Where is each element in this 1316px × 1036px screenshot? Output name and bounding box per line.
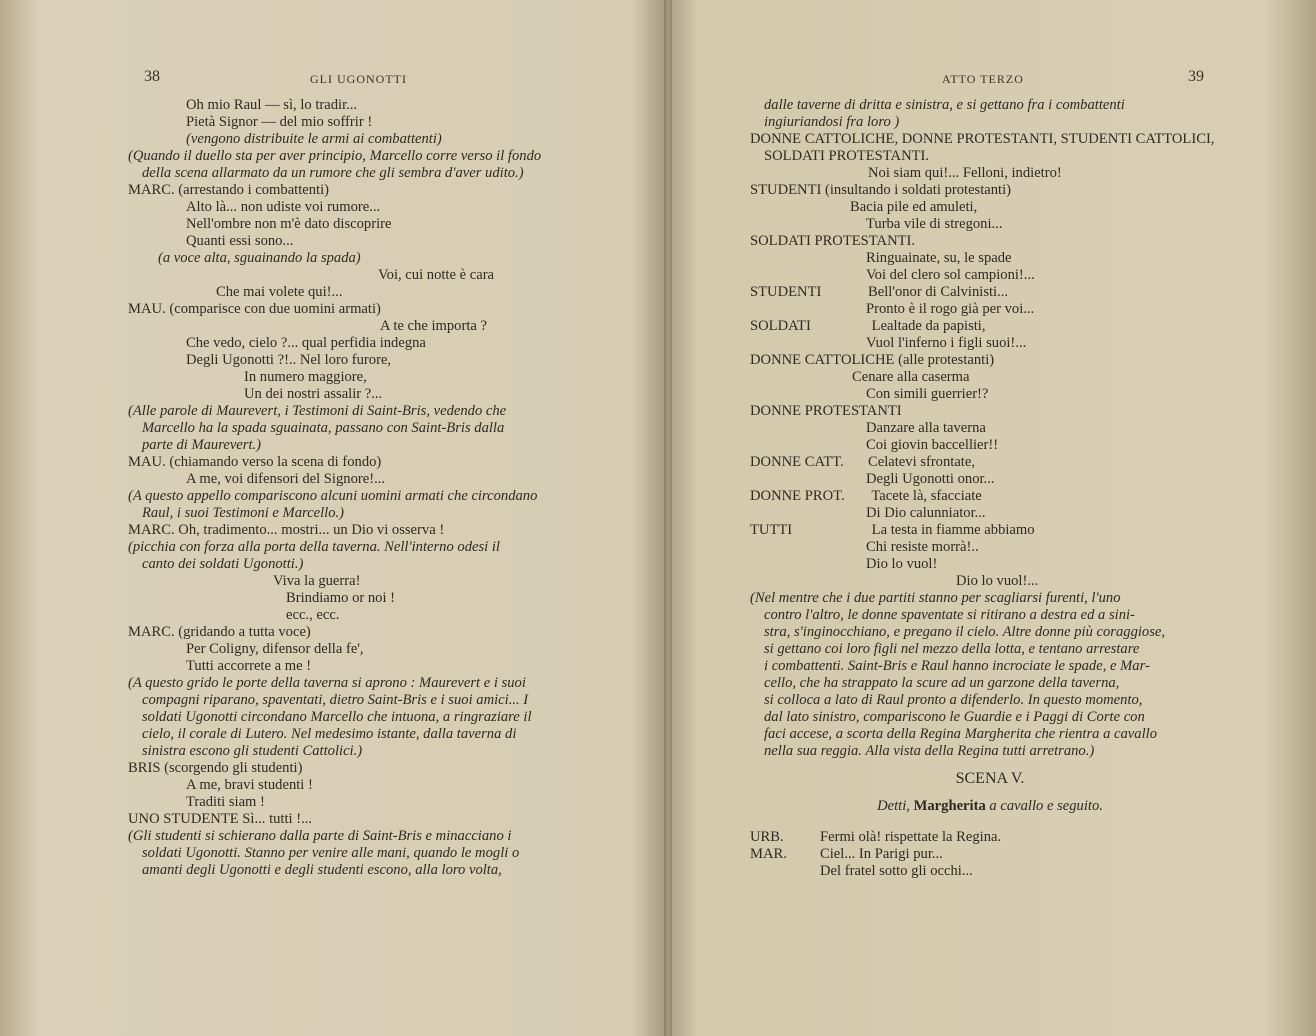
right-page [668, 0, 1316, 1036]
text-line: soldati Ugonotti. Stanno per venire alle mani, quando le mogli o [142, 845, 520, 861]
scene-subtitle-name: Margherita [913, 798, 986, 814]
text-line: nella sua reggia. Alla vista della Regina tutti arretrano.) [764, 743, 1095, 759]
text-line: Nell'ombre non m'è dato discoprire [186, 216, 392, 232]
text-line: Noi siam qui!... Felloni, indietro! [868, 165, 1062, 181]
speaker-label: STUDENTI [750, 284, 822, 300]
text-line: Danzare alla taverna [866, 420, 986, 436]
text-line: Turba vile di stregoni... [866, 216, 1003, 232]
text-line: Tutti accorrete a me ! [186, 658, 312, 674]
text-line: Dio lo vuol! [866, 556, 938, 572]
text-line: Per Coligny, difensor della fe', [186, 641, 364, 657]
speaker-label: URB. [750, 829, 784, 845]
text-line: DONNE CATTOLICHE (alle protestanti) [750, 352, 995, 368]
text-line: cielo, il corale di Lutero. Nel medesimo istante, dalla taverna di [142, 726, 517, 742]
text-line: (vengono distribuite le armi ai combattenti) [186, 131, 442, 147]
text-line: Degli Ugonotti onor... [866, 471, 995, 487]
text-line: amanti degli Ugonotti e degli studenti escono, alla loro volta, [142, 862, 502, 878]
text-line: Quanti essi sono... [186, 233, 294, 249]
text-line: Oh mio Raul — sì, lo tradir... [186, 97, 358, 113]
text-line: stra, s'inginocchiano, e pregano il cielo. Altre donne più coraggiose, [764, 624, 1166, 640]
page-number-right: 39 [1188, 68, 1204, 85]
text-line: Un dei nostri assalir ?... [244, 386, 383, 402]
text-line: Pronto è il rogo già per voi... [866, 301, 1035, 317]
text-line: Chi resiste morrà!.. [866, 539, 979, 555]
text-line: contro l'altro, le donne spaventate si ritirano a destra ed a sini- [764, 607, 1135, 623]
dialogue-line [750, 863, 1230, 880]
text-line: Con simili guerrier!? [866, 386, 989, 402]
text-line [750, 318, 1230, 335]
text-line: Di Dio calunniator... [866, 505, 986, 521]
text-line: Voi, cui notte è cara [378, 267, 495, 283]
line-text: Tacete là, sfacciate [868, 488, 982, 504]
text-line [750, 488, 1230, 505]
speaker-label: DONNE CATT. [750, 454, 844, 470]
text-line: dal lato sinistro, compariscono le Guardie e i Paggi di Corte con [764, 709, 1145, 725]
scene-title: SCENA V. [955, 770, 1025, 787]
text-line: Alto là... non udiste voi rumore... [186, 199, 381, 215]
line-text: Bell'onor di Calvinisti... [868, 284, 1009, 300]
text-line: (Alle parole di Maurevert, i Testimoni di Saint-Bris, vedendo che [128, 403, 507, 419]
speaker-label: TUTTI [750, 522, 793, 538]
line-text: La testa in fiamme abbiamo [868, 522, 1035, 538]
text-line: MARC. Oh, tradimento... mostri... un Dio vi osserva ! [128, 522, 445, 538]
text-line: sinistra escono gli studenti Cattolici.) [142, 743, 363, 759]
text-line: ingiuriandosi fra loro ) [764, 114, 900, 130]
text-line: SOLDATI PROTESTANTI. [750, 233, 916, 249]
text-line: In numero maggiore, [244, 369, 367, 385]
scene-subtitle-pre: Detti, [877, 798, 910, 814]
text-line: (picchia con forza alla porta della taverna. Nell'interno odesi il [128, 539, 500, 555]
text-line: MAU. (comparisce con due uomini armati) [128, 301, 381, 317]
line-text: Fermi olà! rispettate la Regina. [820, 829, 1002, 845]
text-line [750, 522, 1230, 539]
speaker-label: SOLDATI [750, 318, 811, 334]
text-line: Voi del clero sol campioni!... [866, 267, 1035, 283]
text-line: si gettano coi loro figli nel mezzo della lotta, e tentano arrestare [764, 641, 1140, 657]
line-text: Celatevi sfrontate, [868, 454, 975, 470]
text-line: MARC. (arrestando i combattenti) [128, 182, 330, 198]
text-line: della scena allarmato da un rumore che gli sembra d'aver udito.) [142, 165, 524, 181]
text-line: Degli Ugonotti ?!.. Nel loro furore, [186, 352, 392, 368]
text-line: soldati Ugonotti circondano Marcello che intuona, a ringraziare il [142, 709, 532, 725]
final-dialogue [750, 829, 1230, 880]
running-title-right: ATTO TERZO [942, 72, 1024, 86]
text-line: A te che importa ? [380, 318, 487, 334]
scene-subtitle-post: a cavallo e seguito. [989, 798, 1103, 814]
text-line: Pietà Signor — del mio soffrir ! [186, 114, 373, 130]
text-line: ecc., ecc. [286, 607, 340, 623]
text-line [750, 454, 1230, 471]
text-line: si colloca a lato di Raul pronto a difenderlo. In questo momento, [764, 692, 1143, 708]
text-line: A me, bravi studenti ! [186, 777, 313, 793]
dialogue-line [750, 846, 1230, 863]
text-line: Che mai volete qui!... [216, 284, 343, 300]
line-text: Lealtade da papisti, [868, 318, 986, 334]
running-title-left: GLI UGONOTTI [310, 72, 407, 86]
text-line: DONNE CATTOLICHE, DONNE PROTESTANTI, STUDENTI CATTOLICI, [750, 131, 1215, 147]
text-line: Dio lo vuol!... [956, 573, 1039, 589]
text-line: Traditi siam ! [186, 794, 265, 810]
text-line: Vuol l'inferno i figli suoi!... [866, 335, 1027, 351]
text-line: (Nel mentre che i due partiti stanno per scagliarsi furenti, l'uno [750, 590, 1121, 606]
scene-subtitle [750, 798, 1230, 815]
text-line: Ringuainate, su, le spade [866, 250, 1012, 266]
speaker-label: DONNE PROT. [750, 488, 845, 504]
text-line: Raul, i suoi Testimoni e Marcello.) [142, 505, 345, 521]
text-line: faci accese, a scorta della Regina Margherita che rientra a cavallo [764, 726, 1157, 742]
speaker-label: MAR. [750, 846, 787, 862]
text-line: STUDENTI (insultando i soldati protestanti) [750, 182, 1012, 198]
page-number-left: 38 [144, 68, 160, 85]
text-line: (Gli studenti si schierano dalla parte di Saint-Bris e minacciano i [128, 828, 512, 844]
text-line: parte di Maurevert.) [142, 437, 262, 453]
text-line: cello, che ha strappato la scure ad un garzone della taverna, [764, 675, 1120, 691]
text-line: Brindiamo or noi ! [286, 590, 396, 606]
left-page-text [128, 97, 608, 879]
text-line: SOLDATI PROTESTANTI. [764, 148, 930, 164]
text-line: (a voce alta, sguainando la spada) [158, 250, 361, 266]
text-line: DONNE PROTESTANTI [750, 403, 902, 419]
text-line: MARC. (gridando a tutta voce) [128, 624, 311, 640]
text-line: BRIS (scorgendo gli studenti) [128, 760, 303, 776]
text-line: UNO STUDENTE Sì... tutti !... [128, 811, 313, 827]
text-line: Marcello ha la spada sguainata, passano con Saint-Bris dalla [142, 420, 505, 436]
text-line: MAU. (chiamando verso la scena di fondo) [128, 454, 382, 470]
text-line: i combattenti. Saint-Bris e Raul hanno incrociate le spade, e Mar- [764, 658, 1150, 674]
line-text: Ciel... In Parigi pur... [820, 846, 943, 862]
text-line: (A questo appello compariscono alcuni uomini armati che circondano [128, 488, 538, 504]
text-line: Cenare alla caserma [852, 369, 970, 385]
text-line [750, 284, 1230, 301]
dialogue-line [750, 829, 1230, 846]
text-line: Coi giovin baccellier!! [866, 437, 999, 453]
line-text: Del fratel sotto gli occhi... [820, 863, 973, 879]
text-line: (Quando il duello sta per aver principio, Marcello corre verso il fondo [128, 148, 542, 164]
text-line: A me, voi difensori del Signore!... [186, 471, 386, 487]
text-line: Viva la guerra! [273, 573, 361, 589]
text-line: canto dei soldati Ugonotti.) [142, 556, 304, 572]
text-line: (A questo grido le porte della taverna si aprono : Maurevert e i suoi [128, 675, 526, 691]
text-line: compagni riparano, spaventati, dietro Saint-Bris e i suoi amici... I [142, 692, 529, 708]
text-line: Che vedo, cielo ?... qual perfidia indegna [186, 335, 426, 351]
text-line: dalle taverne di dritta e sinistra, e si gettano fra i combattenti [764, 97, 1125, 113]
text-line: Bacia pile ed amuleti, [850, 199, 978, 215]
right-page-text [750, 97, 1230, 760]
